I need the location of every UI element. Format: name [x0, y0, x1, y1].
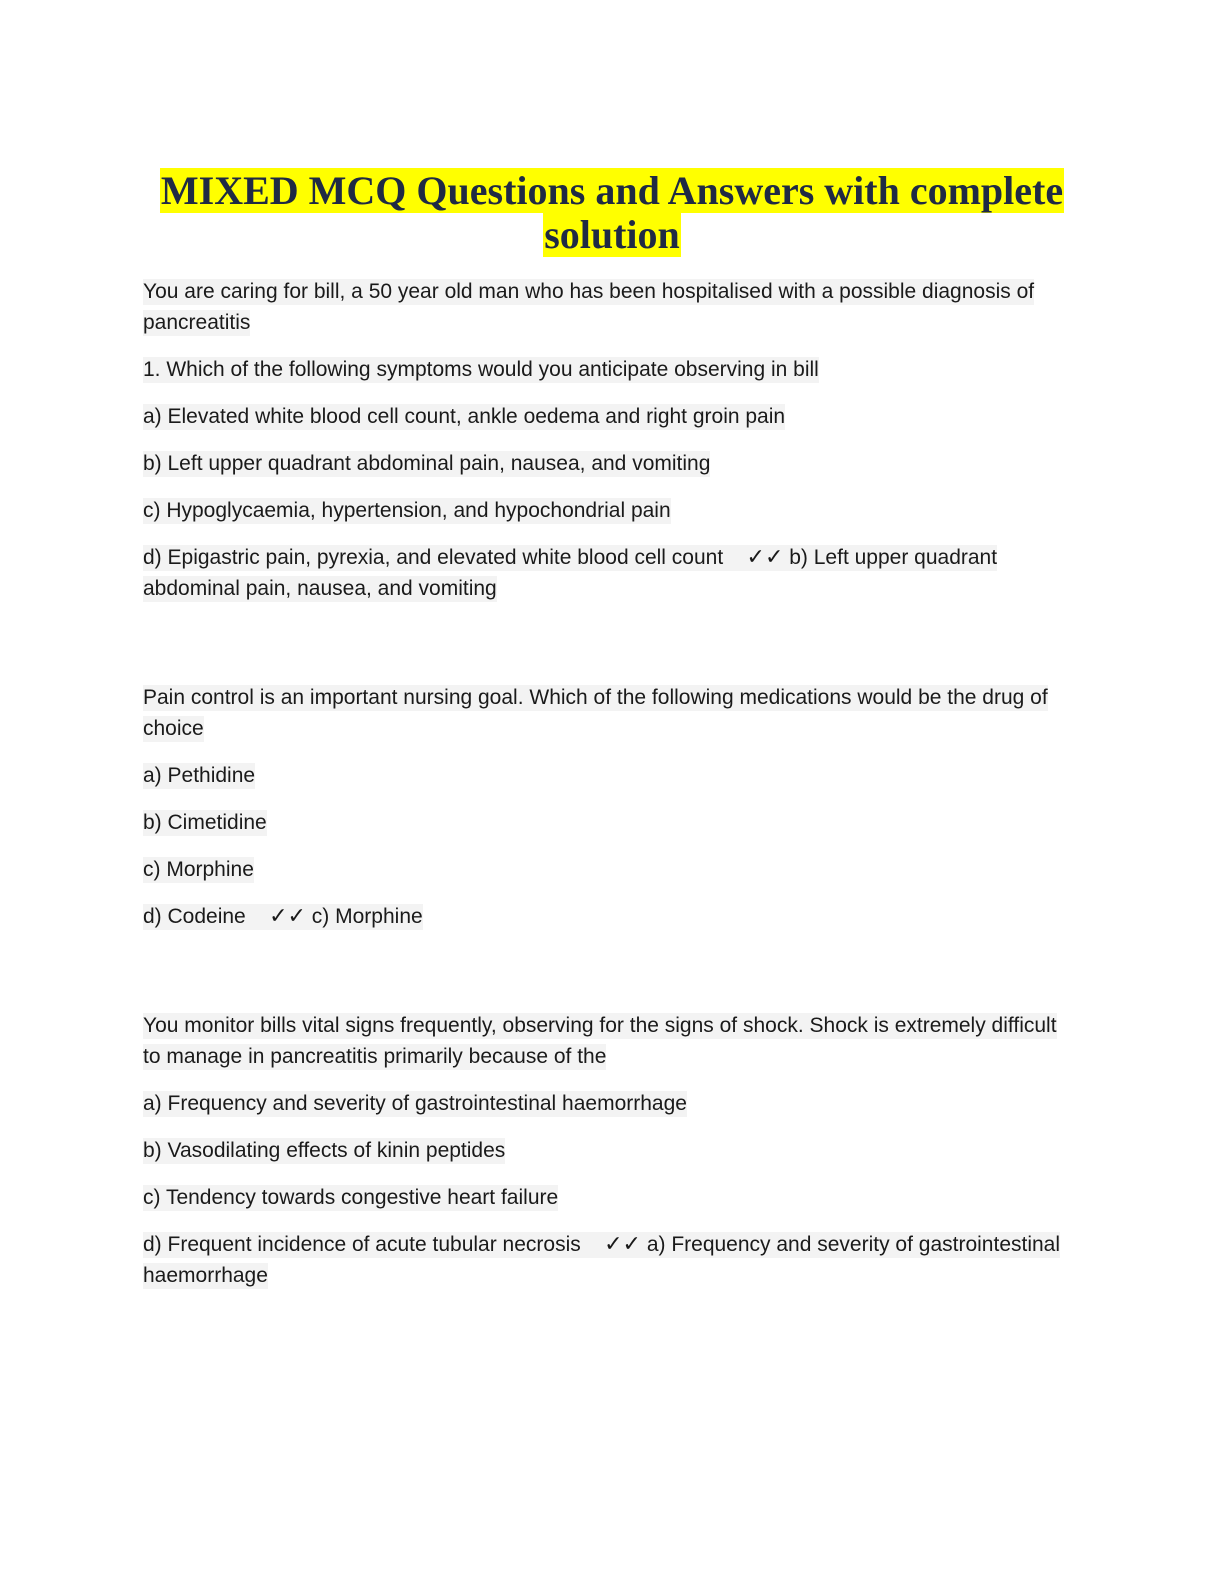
- document-body: [143, 276, 1078, 1307]
- option-b: b) Vasodilating effects of kinin peptides: [143, 1139, 506, 1162]
- option-b: b) Left upper quadrant abdominal pain, nausea, and vomiting: [143, 452, 711, 475]
- double-check-icon: ✓✓: [746, 545, 784, 570]
- question-stem: You monitor bills vital signs frequently, observing for the signs of shock. Shock is extremely difficult to manage in pancreatitis primarily because of the: [143, 1014, 1057, 1068]
- correct-answer: c) Morphine: [311, 905, 423, 928]
- document-title-text: MIXED MCQ Questions and Answers with complete solution: [160, 167, 1064, 257]
- option-b: b) Cimetidine: [143, 811, 267, 834]
- option-a: a) Frequency and severity of gastrointestinal haemorrhage: [143, 1092, 687, 1115]
- option-c: c) Hypoglycaemia, hypertension, and hypochondrial pain: [143, 499, 671, 522]
- question-block-2: [143, 682, 1078, 932]
- option-d: d) Codeine: [143, 905, 246, 928]
- correct-answer: a) Frequency and severity of gastrointestinal haemorrhage: [143, 1233, 1061, 1287]
- document-title: [150, 169, 1074, 257]
- option-a: a) Pethidine: [143, 764, 256, 787]
- question-block-1: [143, 276, 1078, 604]
- double-check-icon: ✓✓: [604, 1232, 641, 1257]
- option-d-with-answer: [143, 1229, 1078, 1291]
- option-c: c) Morphine: [143, 858, 254, 881]
- option-d: d) Epigastric pain, pyrexia, and elevated white blood cell count: [143, 546, 724, 569]
- question-stem: You are caring for bill, a 50 year old man who has been hospitalised with a possible diagnosis of pancreatitis: [143, 280, 1035, 334]
- option-d: d) Frequent incidence of acute tubular necrosis: [143, 1233, 581, 1256]
- double-check-icon: ✓✓: [269, 904, 306, 929]
- option-a: a) Elevated white blood cell count, ankle oedema and right groin pain: [143, 405, 786, 428]
- correct-answer: b) Left upper quadrant abdominal pain, nausea, and vomiting: [143, 546, 998, 600]
- option-c: c) Tendency towards congestive heart failure: [143, 1186, 559, 1209]
- question-block-3: [143, 1010, 1078, 1291]
- option-d-with-answer: [143, 901, 1078, 932]
- question-text: 1. Which of the following symptoms would you anticipate observing in bill: [143, 358, 819, 381]
- option-d-with-answer: [143, 542, 1078, 604]
- question-stem: Pain control is an important nursing goal. Which of the following medications would be the drug of choice: [143, 686, 1048, 740]
- spacer: [143, 620, 1078, 682]
- spacer: [143, 948, 1078, 1010]
